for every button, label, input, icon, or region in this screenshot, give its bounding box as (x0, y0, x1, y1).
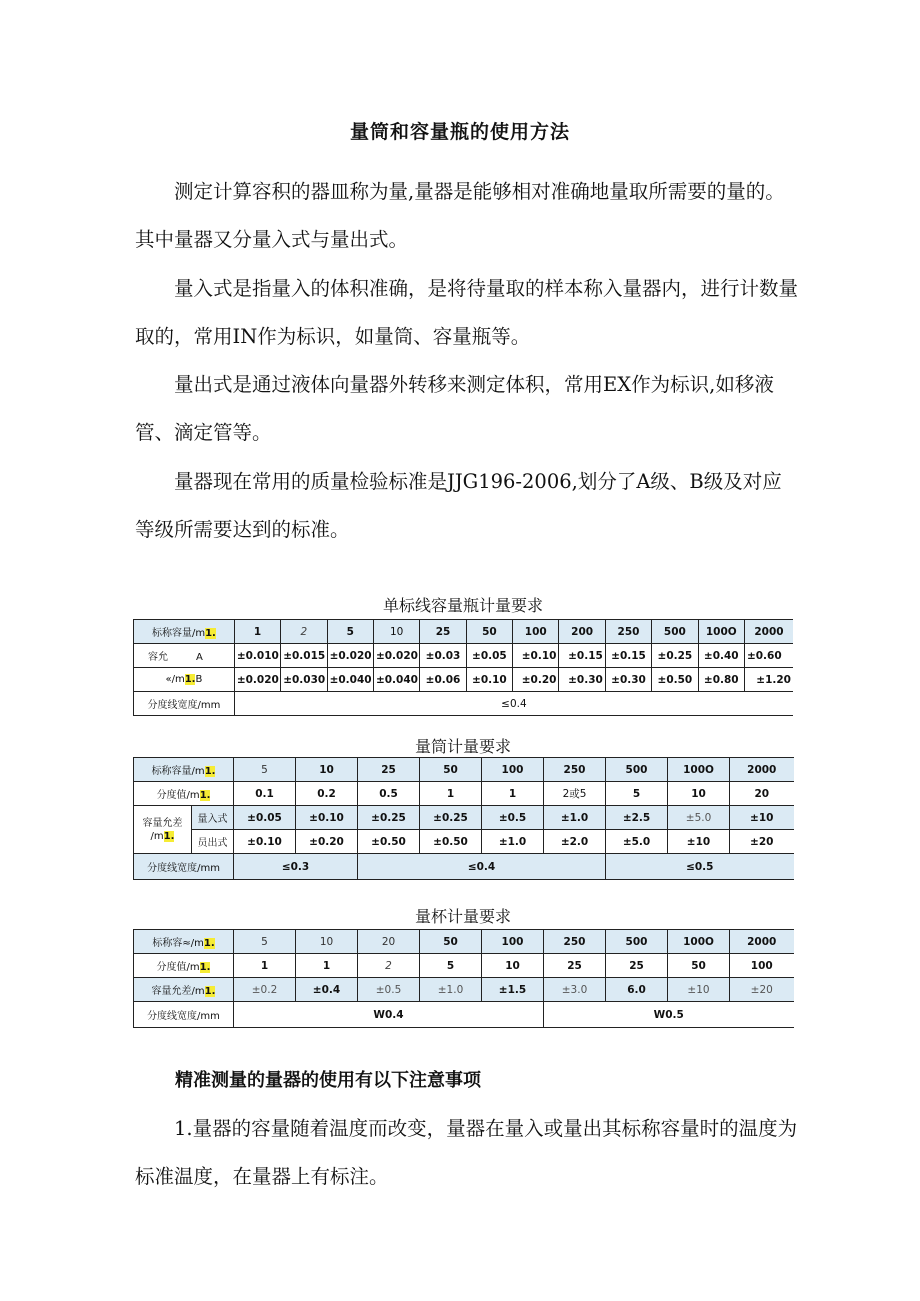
table1-grade-b-label: «/m1.B (134, 668, 235, 692)
table-cell: ±0.50 (420, 830, 482, 854)
table2-title: 量筒计量要求 (414, 737, 511, 756)
table-cell: 2 (358, 954, 420, 978)
table1-grade-b-row (134, 668, 794, 692)
table-cell: ±0.05 (466, 644, 512, 668)
table-cell: ±0.40 (698, 644, 744, 668)
table-cell: 25 (358, 758, 420, 782)
table-cell: ±0.10 (234, 830, 296, 854)
table-cell: 1 (420, 782, 482, 806)
table-cell: 100 (482, 758, 544, 782)
table-cell: 5 (234, 758, 296, 782)
table2-capacity-row (134, 758, 794, 782)
table1-capacity-label: 标称容量/m1. (134, 620, 235, 644)
table1-line-width-row (134, 692, 794, 716)
table3-line-width-label: 分度线宽度/mm (134, 1002, 234, 1028)
table2-in-row (134, 806, 794, 830)
table3-division-row (134, 954, 794, 978)
table-cell: 100O (668, 930, 730, 954)
table-cell: ±10 (668, 978, 730, 1002)
table-cell: ±1.0 (420, 978, 482, 1002)
table-cell: ±5.0 (606, 830, 668, 854)
table3-tolerance-label: 容量允差/m1. (134, 978, 234, 1002)
table-cell: 50 (420, 758, 482, 782)
table-cell: ≤0.4 (234, 692, 793, 716)
table-cell: 5 (606, 782, 668, 806)
table1-line-width-label: 分度线宽度/mm (134, 692, 235, 716)
table-cell: ±0.05 (234, 806, 296, 830)
table-cell: 5 (327, 620, 373, 644)
table-cell: ±20 (730, 830, 794, 854)
table-cell: ±20 (730, 978, 794, 1002)
table-cell: 500 (652, 620, 698, 644)
table-cell: ±0.040 (373, 668, 419, 692)
table-cell: ±0.20 (513, 668, 559, 692)
table3-line-width-row (134, 1002, 794, 1028)
table3-capacity-row (134, 930, 794, 954)
table2-division-label: 分度值/m1. (134, 782, 234, 806)
table-cell: ±1.5 (482, 978, 544, 1002)
table2-capacity-label: 标称容量/m1. (134, 758, 234, 782)
table-cell: 50 (466, 620, 512, 644)
table-cell: 2 (281, 620, 327, 644)
table-cell: ±0.020 (234, 668, 280, 692)
table-cell: ±1.20 (744, 668, 793, 692)
table-cell: ±0.25 (420, 806, 482, 830)
table-cell: ±0.010 (234, 644, 280, 668)
table1-grade-a-label: 容允 A (134, 644, 235, 668)
table2-line-width-label: 分度线宽度/mm (134, 854, 234, 880)
table-cell: ±1.0 (544, 806, 606, 830)
table-cell: 25 (420, 620, 466, 644)
table2-measuring-cylinder (133, 757, 794, 880)
table-cell: 2000 (730, 758, 794, 782)
table-cell: 500 (606, 930, 668, 954)
table-cell: ±0.80 (698, 668, 744, 692)
table-cell: ±0.4 (296, 978, 358, 1002)
table-cell: ±0.50 (358, 830, 420, 854)
table-cell: 100O (698, 620, 744, 644)
table-cell: ±0.2 (234, 978, 296, 1002)
table-cell: 0.1 (234, 782, 296, 806)
paragraph-measure-in: 量入式是指量入的体积准确，是将待量取的样本称入量器内，进行计数量取的，常用IN作为标识，如量筒、容量瓶等。 (135, 277, 799, 348)
table-cell: ±0.60 (744, 644, 793, 668)
table-cell: ±0.15 (559, 644, 605, 668)
table-cell: ±0.03 (420, 644, 466, 668)
table-cell: 10 (482, 954, 544, 978)
table-cell: ±0.50 (652, 668, 698, 692)
table-cell: W0.5 (544, 1002, 794, 1028)
table-cell: 10 (373, 620, 419, 644)
table-cell: 25 (606, 954, 668, 978)
table-cell: 50 (668, 954, 730, 978)
table-cell: ±0.20 (296, 830, 358, 854)
table-cell: 1 (234, 620, 280, 644)
table-cell: 100 (513, 620, 559, 644)
table-cell: 2或5 (544, 782, 606, 806)
table2-tolerance-label: 容量允差 /m1. (134, 806, 192, 854)
table-cell: ±0.30 (559, 668, 605, 692)
table2-division-row (134, 782, 794, 806)
table-cell: ±5.0 (668, 806, 730, 830)
table3-division-label: 分度值/m1. (134, 954, 234, 978)
table1-grade-a-row (134, 644, 794, 668)
table-cell: ±0.25 (652, 644, 698, 668)
table-cell: ±0.10 (296, 806, 358, 830)
note-item-1: 1.量器的容量随着温度而改变，量器在量入或量出其标称容量时的温度为标准温度，在量器上有标注。 (135, 1117, 798, 1188)
table-cell: 6.0 (606, 978, 668, 1002)
table-cell: ±0.10 (513, 644, 559, 668)
table-cell: 1 (482, 782, 544, 806)
table-cell: 10 (296, 758, 358, 782)
table-cell: ±10 (730, 806, 794, 830)
table-cell: 25 (544, 954, 606, 978)
table2-out-row (134, 830, 794, 854)
table-cell: 200 (559, 620, 605, 644)
table-cell: ≤0.4 (358, 854, 606, 880)
table-cell: 250 (544, 930, 606, 954)
table-cell: 500 (606, 758, 668, 782)
table-cell: ±0.15 (605, 644, 651, 668)
table3-measuring-cup (133, 929, 794, 1028)
table-cell: 250 (605, 620, 651, 644)
table-cell: 100 (730, 954, 794, 978)
table-cell: 1 (296, 954, 358, 978)
page-title: 量筒和容量瓶的使用方法 (349, 121, 570, 143)
table-cell: ±0.06 (420, 668, 466, 692)
table2-in-label: 量入式 (192, 806, 234, 830)
table-cell: ±2.5 (606, 806, 668, 830)
table-cell: 1 (234, 954, 296, 978)
table3-tolerance-row (134, 978, 794, 1002)
table-cell: 0.2 (296, 782, 358, 806)
table-cell: ±10 (668, 830, 730, 854)
table-cell: ±0.015 (281, 644, 327, 668)
table1-title: 单标线容量瓶计量要求 (382, 596, 543, 615)
table-cell: 100 (482, 930, 544, 954)
table-cell: 10 (668, 782, 730, 806)
table-cell: ±0.020 (327, 644, 373, 668)
table-cell: ≤0.3 (234, 854, 358, 880)
table-cell: ≤0.5 (606, 854, 794, 880)
table-cell: 20 (730, 782, 794, 806)
table-cell: 20 (358, 930, 420, 954)
table-cell: 50 (420, 930, 482, 954)
paragraph-standard: 量器现在常用的质量检验标准是JJG196-2006,划分了A级、B级及对应等级所需要达到的标准。 (135, 470, 782, 541)
table2-out-label: 员出式 (192, 830, 234, 854)
table-cell: ±0.030 (281, 668, 327, 692)
table1-capacity-row (134, 620, 794, 644)
table-cell: 5 (234, 930, 296, 954)
paragraph-measure-out: 量出式是通过液体向量器外转移来测定体积，常用EX作为标识,如移液管、滴定管等。 (135, 373, 774, 444)
table-cell: 2000 (744, 620, 793, 644)
table-cell: ±0.5 (358, 978, 420, 1002)
table-cell: 10 (296, 930, 358, 954)
table-cell: ±0.040 (327, 668, 373, 692)
table-cell: ±0.30 (605, 668, 651, 692)
paragraph-intro: 测定计算容积的器皿称为量,量器是能够相对准确地量取所需要的量的。其中量器又分量入式与量出式。 (135, 180, 785, 251)
table-cell: ±0.10 (466, 668, 512, 692)
table3-capacity-label: 标称容≈/m1. (134, 930, 234, 954)
table-cell: ±0.020 (373, 644, 419, 668)
table-cell: W0.4 (234, 1002, 544, 1028)
table-cell: ±1.0 (482, 830, 544, 854)
table-cell: 5 (420, 954, 482, 978)
table3-title: 量杯计量要求 (414, 907, 511, 926)
section-heading: 精准测量的量器的使用有以下注意事项 (175, 1070, 481, 1091)
table-cell: ±2.0 (544, 830, 606, 854)
table-cell: 250 (544, 758, 606, 782)
table1-volumetric-flask (133, 619, 793, 716)
table2-line-width-row (134, 854, 794, 880)
table-cell: 0.5 (358, 782, 420, 806)
table-cell: ±3.0 (544, 978, 606, 1002)
table-cell: ±0.5 (482, 806, 544, 830)
table-cell: 100O (668, 758, 730, 782)
table-cell: ±0.25 (358, 806, 420, 830)
table-cell: 2000 (730, 930, 794, 954)
